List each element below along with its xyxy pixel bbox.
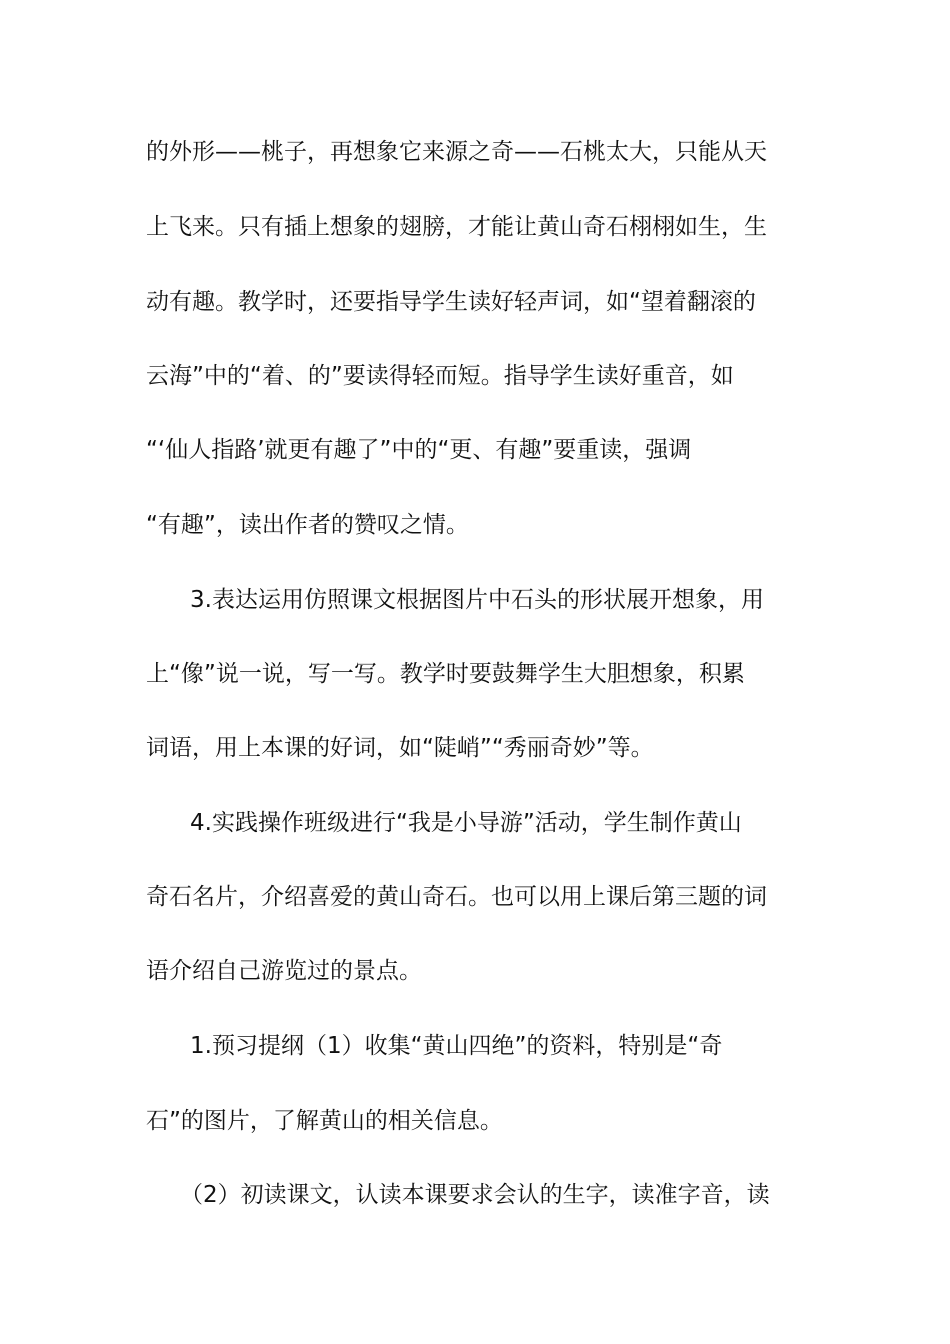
text-line-15: （2）初读课文，认读本课要求会认的生字，读准字音，读 <box>180 1182 770 1208</box>
text-line-6: “有趣”，读出作者的赞叹之情。 <box>146 512 469 538</box>
text-line-11: 奇石名片，介绍喜爱的黄山奇石。也可以用上课后第三题的词 <box>146 884 767 910</box>
text-line-9: 词语，用上本课的好词，如“陡峭”“秀丽奇妙”等。 <box>146 735 654 761</box>
text-line-10: 4.实践操作班级进行“我是小导游”活动，学生制作黄山 <box>190 810 742 836</box>
text-line-14: 石”的图片，了解黄山的相关信息。 <box>146 1108 503 1134</box>
text-line-12: 语介绍自己游览过的景点。 <box>146 958 422 984</box>
text-line-2: 上飞来。只有插上想象的翅膀，才能让黄山奇石栩栩如生，生 <box>146 214 767 240</box>
text-line-1: 的外形——桃子，再想象它来源之奇——石桃太大，只能从天 <box>146 139 767 165</box>
text-line-8: 上“像”说一说，写一写。教学时要鼓舞学生大胆想象，积累 <box>146 661 745 687</box>
text-line-7: 3.表达运用仿照课文根据图片中石头的形状展开想象，用 <box>190 587 764 613</box>
text-line-5: “‘仙人指路’就更有趣了”中的“更、有趣”要重读，强调 <box>146 437 692 463</box>
text-line-13: 1.预习提纲（1）收集“黄山四绝”的资料，特别是“奇 <box>190 1033 723 1059</box>
text-line-3: 动有趣。教学时，还要指导学生读好轻声词，如“望着翻滚的 <box>146 289 756 315</box>
text-line-4: 云海”中的“着、的”要读得轻而短。指导学生读好重音，如 <box>146 363 734 389</box>
